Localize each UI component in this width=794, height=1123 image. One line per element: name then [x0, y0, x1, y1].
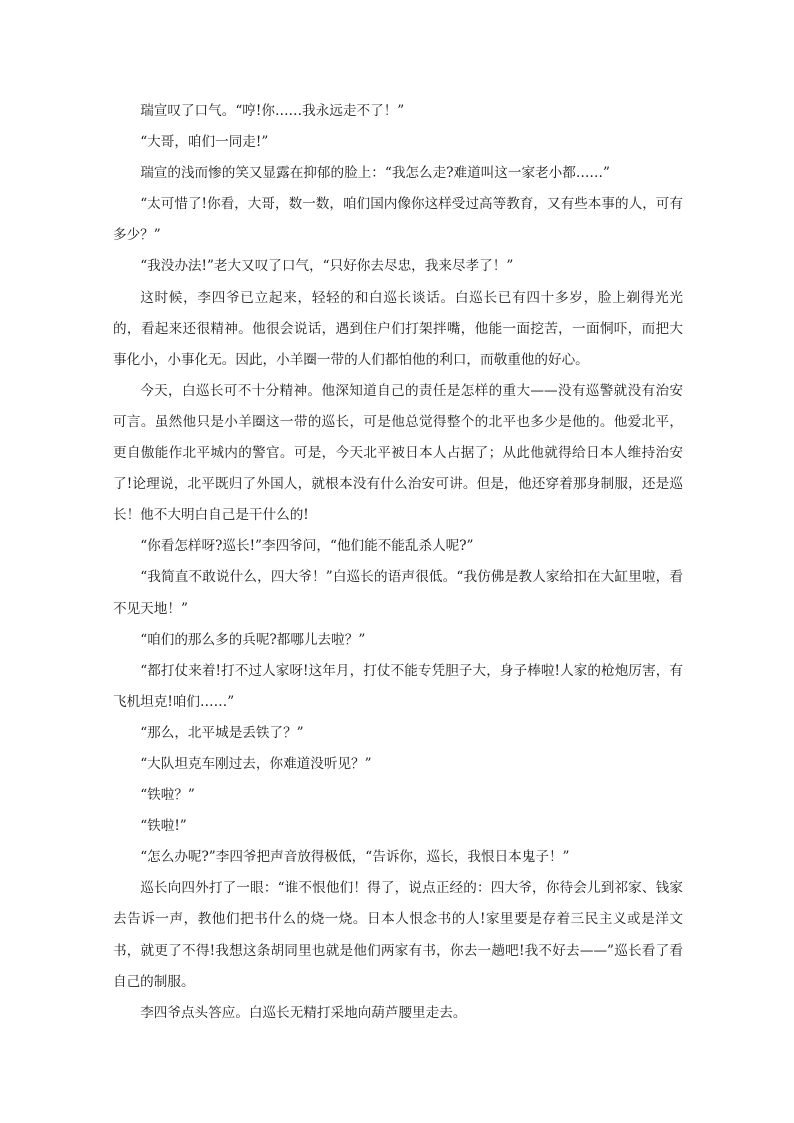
paragraph: “铁啦？” — [140, 787, 195, 804]
paragraph: “怎么办呢?”李四爷把声音放得极低，“告诉你，巡长，我恨日本鬼子！” — [140, 849, 570, 866]
paragraph: 李四爷点头答应。白巡长无精打采地向葫芦腰里走去。 — [140, 1004, 467, 1021]
paragraph: “那么，北平城是丢铁了？” — [140, 724, 304, 741]
paragraph: 今天，白巡长可不十分精神。他深知道自己的责任是怎样的重大——没有巡警就没有治安可言。虽然他只是小羊圈这一带的巡长，可是他总觉得整个的北平也多少是他的。他爱北平，更自傲能作北平城内的警官。可是，今天北平被日本人占据了；从此他就得给日本人维持治安了!论理说，北平既归了外国人，就根本没有什么治安可讲。但是，他还穿着那身制服，还是巡长！他不大明白自己是干什么的! — [113, 382, 683, 524]
paragraph: “铁啦!” — [140, 818, 187, 835]
paragraph: “你看怎样呀?巡长!”李四爷问，“他们能不能乱杀人呢?” — [140, 538, 474, 555]
paragraph: “大哥，咱们一同走!” — [140, 134, 269, 151]
paragraph: 瑞宣的浅而惨的笑又显露在抑郁的脸上：“我怎么走?难道叫这一家老小都……” — [140, 165, 610, 182]
paragraph: “咱们的那么多的兵呢?都哪儿去啦？” — [140, 631, 366, 648]
paragraph: “我没办法!”老大又叹了口气，“只好你去尽忠，我来尽孝了！” — [140, 258, 514, 275]
paragraph: 巡长向四外打了一眼：“谁不恨他们！得了，说点正经的：四大爷，你待会儿到祁家、钱家去告诉一声，教他们把书什么的烧一烧。日本人恨念书的人!家里要是存着三民主义或是洋文书，就更了不得!我想这条胡同里也就是他们两家有书，你去一趟吧!我不好去——”巡长看了看自己的制服。 — [113, 880, 683, 990]
paragraph: “都打仗来着!打不过人家呀!这年月，打仗不能专凭胆子大，身子棒啦!人家的枪炮厉害，有飞机坦克!咱们……” — [113, 662, 683, 710]
paragraph: “我简直不敢说什么，四大爷！”白巡长的语声很低。“我仿佛是教人家给扣在大缸里啦，看不见天地！” — [113, 569, 683, 617]
paragraph: “太可惜了!你看，大哥，数一数，咱们国内像你这样受过高等教育，又有些本事的人，可有多少？” — [113, 196, 683, 244]
paragraph: “大队坦克车刚过去，你难道没听见？” — [140, 755, 372, 772]
paragraph: 瑞宣叹了口气。“哼!你……我永远走不了！” — [140, 103, 405, 119]
paragraph: 这时候，李四爷已立起来，轻轻的和白巡长谈话。白巡长已有四十多岁，脸上剃得光光的，看起来还很精神。他很会说话，遇到住户们打架拌嘴，他能一面挖苦，一面恫吓，而把大事化小，小事化无。因此，小羊圈一带的人们都怕他的利口，而敬重他的好心。 — [113, 289, 683, 368]
document-body — [113, 96, 683, 1029]
